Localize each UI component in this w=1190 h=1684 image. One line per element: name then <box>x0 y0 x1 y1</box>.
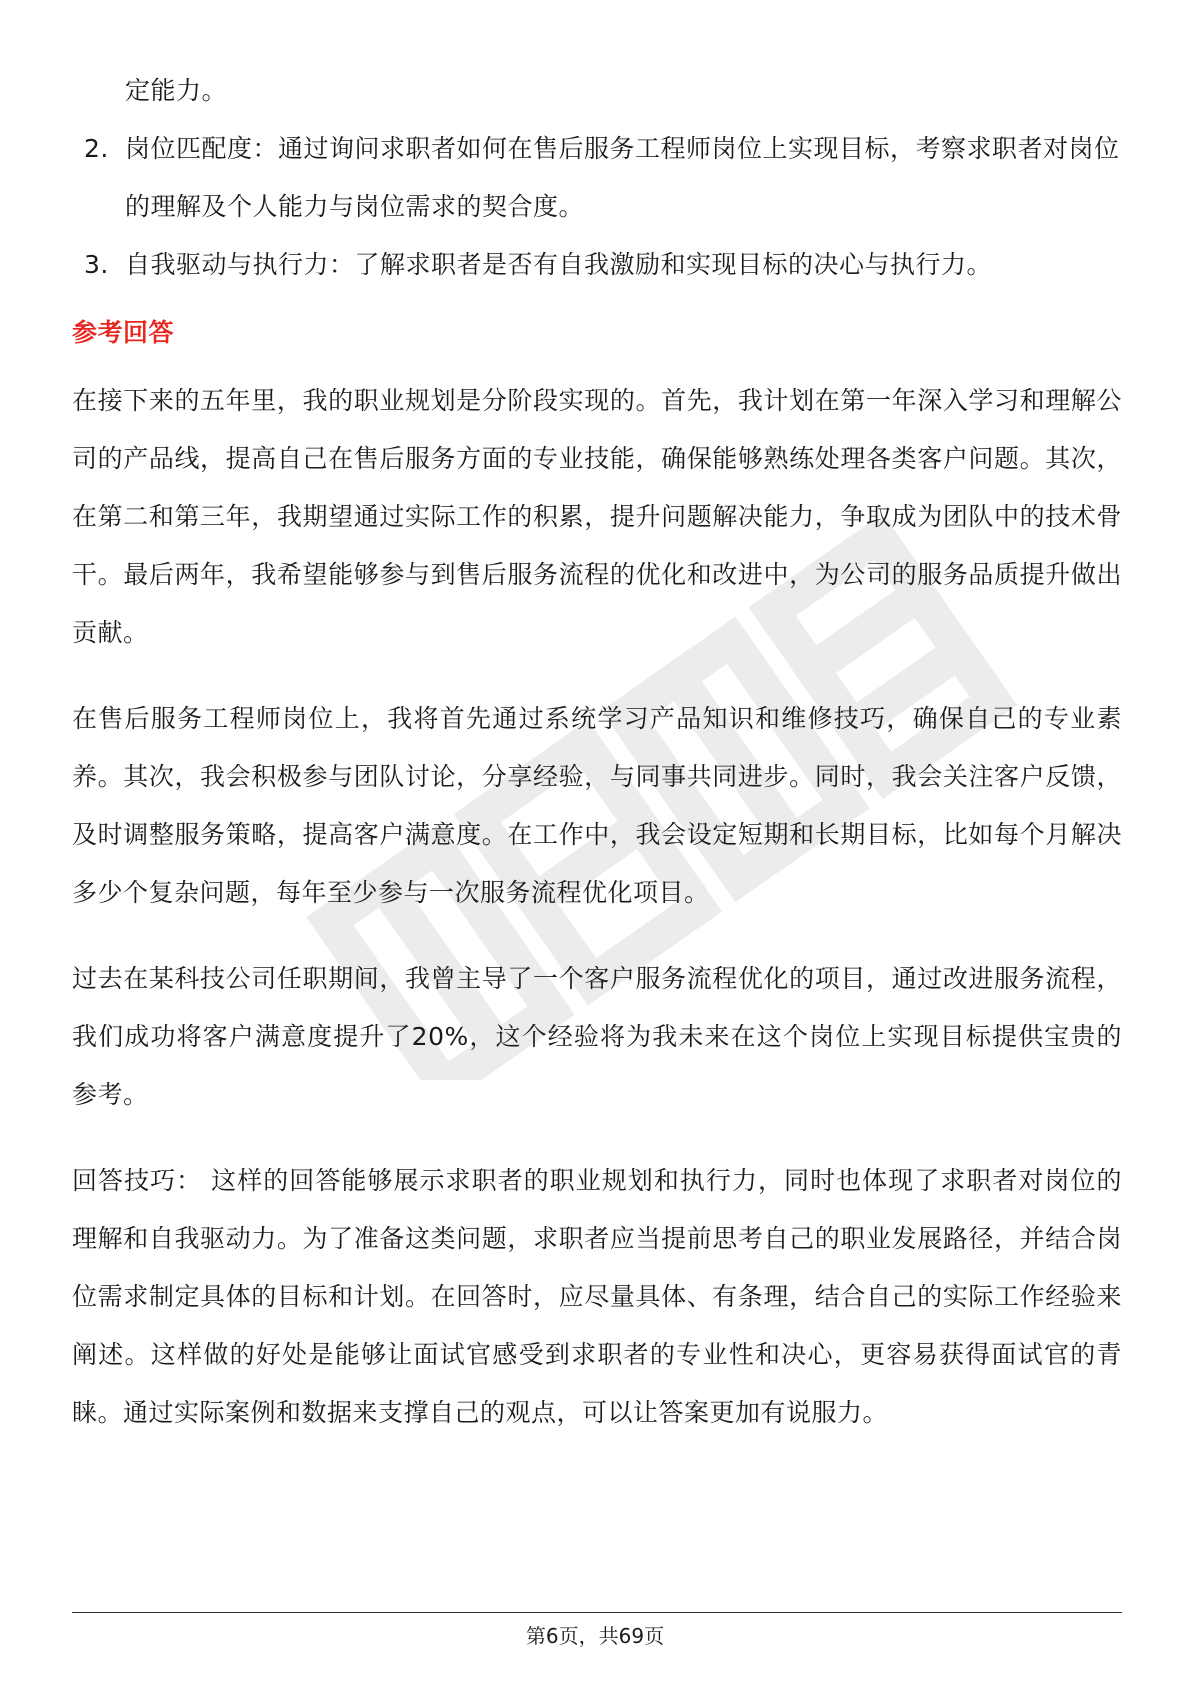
page-number: 第6页，共69页 <box>525 1624 665 1648</box>
footer-divider <box>72 1612 1122 1613</box>
list-item-text: 自我驱动与执行力：了解求职者是否有自我激励和实现目标的决心与执行力。 <box>125 250 993 279</box>
list-item <box>72 120 1122 236</box>
section-title: 参考回答 <box>72 318 175 347</box>
answer-paragraph: 在接下来的五年里，我的职业规划是分阶段实现的。首先，我计划在第一年深入学习和理解公司的产品线，提高自己在售后服务方面的专业技能，确保能够熟练处理各类客户问题。其次，在第二和第三年，我期望通过实际工作的积累，提升问题解决能力，争取成为团队中的技术骨干。最后两年，我希望能够参与到售后服务流程的优化和改进中，为公司的服务品质提升做出贡献。 <box>72 386 1122 647</box>
list-item-number: 3. <box>84 250 109 279</box>
list-item <box>72 236 1122 294</box>
main-content <box>72 62 1122 1442</box>
list-item-number: 2. <box>84 134 109 163</box>
list-item-text: 岗位匹配度：通过询问求职者如何在售后服务工程师岗位上实现目标，考察求职者对岗位的理解及个人能力与岗位需求的契合度。 <box>125 134 1120 221</box>
list-item-continuation: 定能力。 <box>125 76 228 105</box>
answer-paragraph: 过去在某科技公司任职期间，我曾主导了一个客户服务流程优化的项目，通过改进服务流程，我们成功将客户满意度提升了20%，这个经验将为我未来在这个岗位上实现目标提供宝贵的参考。 <box>72 964 1122 1109</box>
answer-tips-paragraph: 回答技巧： 这样的回答能够展示求职者的职业规划和执行力，同时也体现了求职者对岗位的理解和自我驱动力。为了准备这类问题，求职者应当提前思考自己的职业发展路径，并结合岗位需求制定具体的目标和计划。在回答时，应尽量具体、有条理，结合自己的实际工作经验来阐述。这样做的好处是能够让面试官感受到求职者的专业性和决心，更容易获得面试官的青睐。通过实际案例和数据来支撑自己的观点，可以让答案更加有说服力。 <box>72 1166 1122 1427</box>
answer-paragraph: 在售后服务工程师岗位上，我将首先通过系统学习产品知识和维修技巧，确保自己的专业素养。其次，我会积极参与团队讨论，分享经验，与同事共同进步。同时，我会关注客户反馈，及时调整服务策略，提高客户满意度。在工作中，我会设定短期和长期目标，比如每个月解决多少个复杂问题，每年至少参与一次服务流程优化项目。 <box>72 704 1122 907</box>
